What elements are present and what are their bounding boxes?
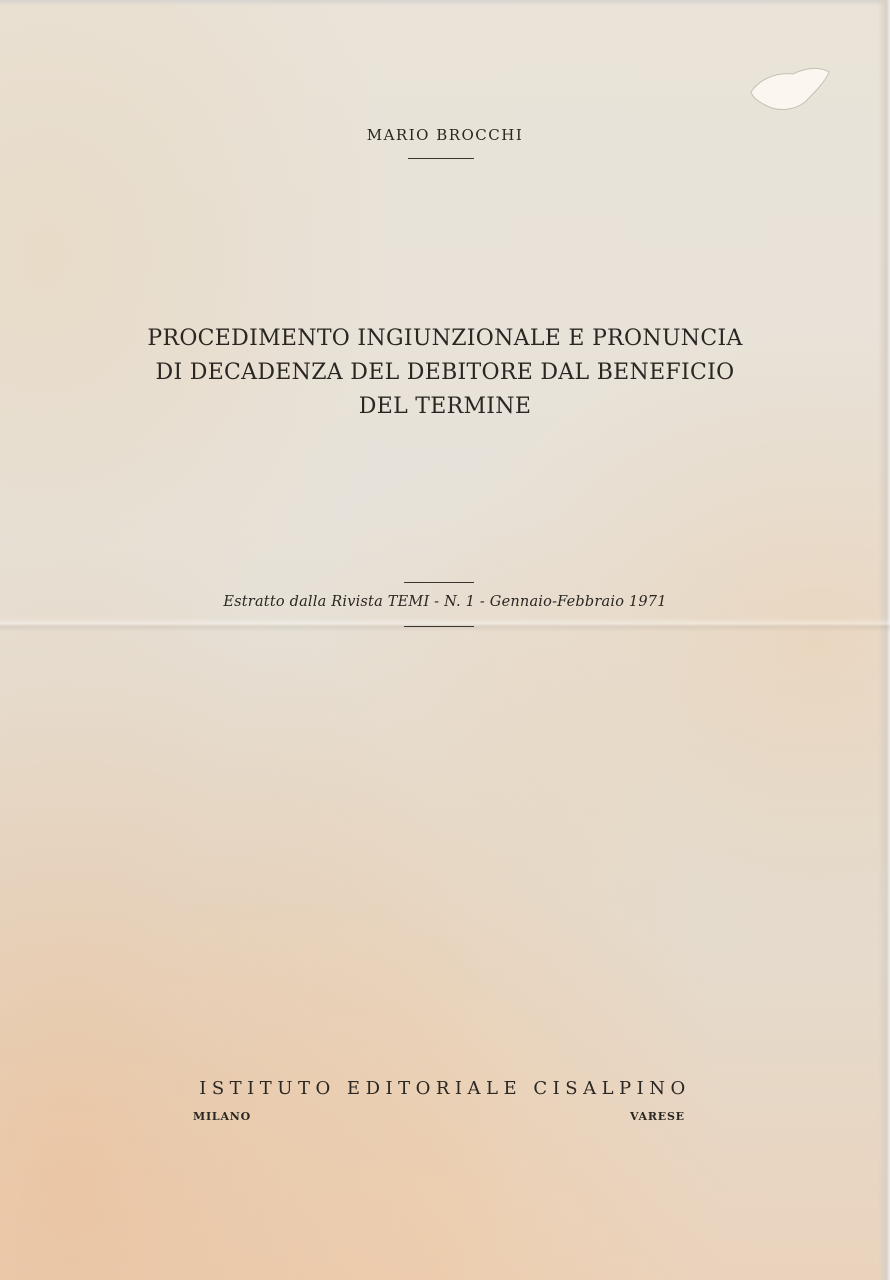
document-title bbox=[0, 322, 890, 424]
city-milano: MILANO bbox=[193, 1110, 252, 1123]
author-name: MARIO BROCCHI bbox=[366, 126, 524, 144]
paper-fold-crease bbox=[0, 618, 890, 632]
extract-rule-bottom bbox=[404, 626, 474, 627]
publisher-name: ISTITUTO EDITORIALE CISALPINO bbox=[199, 1078, 691, 1099]
paper-top-edge bbox=[0, 0, 890, 6]
title-line-2: DI DECADENZA DEL DEBITORE DAL BENEFICIO bbox=[155, 360, 735, 385]
author-underline bbox=[408, 158, 474, 159]
extract-note: Estratto dalla Rivista TEMI - N. 1 - Gennaio-Febbraio 1971 bbox=[223, 594, 667, 610]
paper-tear-mark bbox=[745, 62, 835, 117]
title-line-1: PROCEDIMENTO INGIUNZIONALE E PRONUNCIA bbox=[147, 326, 743, 351]
city-varese: VARESE bbox=[630, 1110, 685, 1123]
extract-rule-top bbox=[404, 582, 474, 583]
title-line-3: DEL TERMINE bbox=[358, 394, 532, 419]
